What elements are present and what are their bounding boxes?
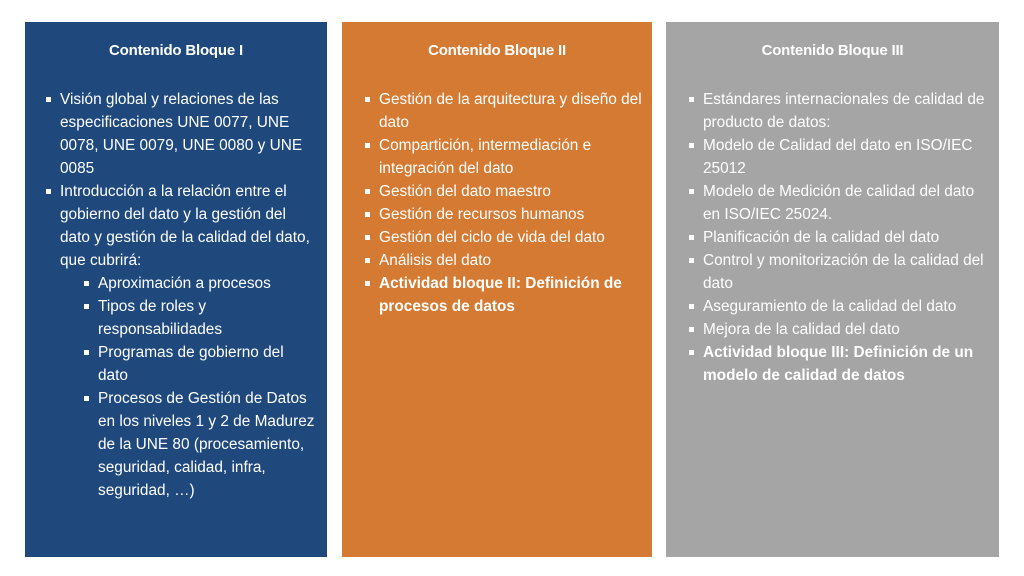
- block-1-list: [45, 88, 317, 502]
- square-bullet-icon: [689, 258, 694, 263]
- square-bullet-icon: [365, 281, 370, 286]
- list-item: Mejora de la calidad del dato: [688, 318, 995, 341]
- list-item: Introducción a la relación entre el gobierno del dato y la gestión del dato y gestión de la calidad del dato, que cubrirá:: [45, 180, 317, 272]
- list-item: Visión global y relaciones de las especificaciones UNE 0077, UNE 0078, UNE 0079, UNE 0080 y UNE 0085: [45, 88, 317, 180]
- square-bullet-icon: [689, 327, 694, 332]
- sub-list-item: Programas de gobierno del dato: [83, 341, 317, 387]
- activity-list-item: Actividad bloque III: Definición de un modelo de calidad de datos: [688, 341, 995, 387]
- sub-list-item: Tipos de roles y responsabilidades: [83, 295, 317, 341]
- square-bullet-icon: [84, 304, 89, 309]
- square-bullet-icon: [46, 189, 51, 194]
- block-3-panel: [666, 22, 999, 557]
- square-bullet-icon: [689, 304, 694, 309]
- square-bullet-icon: [84, 281, 89, 286]
- list-item: Gestión de la arquitectura y diseño del dato: [364, 88, 644, 134]
- block-2-title: Contenido Bloque II: [428, 42, 566, 59]
- square-bullet-icon: [84, 396, 89, 401]
- block-1-title: Contenido Bloque I: [109, 42, 243, 59]
- square-bullet-icon: [365, 97, 370, 102]
- square-bullet-icon: [365, 189, 370, 194]
- list-item: Compartición, intermediación e integración del dato: [364, 134, 644, 180]
- square-bullet-icon: [689, 350, 694, 355]
- square-bullet-icon: [689, 235, 694, 240]
- list-item: Aseguramiento de la calidad del dato: [688, 295, 995, 318]
- block-3-title: Contenido Bloque III: [761, 42, 904, 59]
- square-bullet-icon: [365, 235, 370, 240]
- square-bullet-icon: [689, 143, 694, 148]
- block-1-panel: [25, 22, 327, 557]
- activity-list-item: Actividad bloque II: Definición de procesos de datos: [364, 272, 644, 318]
- list-item: Estándares internacionales de calidad de producto de datos:: [688, 88, 995, 134]
- list-item: Análisis del dato: [364, 249, 644, 272]
- sub-list-item: Aproximación a procesos: [83, 272, 317, 295]
- block-2-list: [364, 88, 644, 318]
- list-item: Gestión del ciclo de vida del dato: [364, 226, 644, 249]
- square-bullet-icon: [689, 97, 694, 102]
- square-bullet-icon: [365, 212, 370, 217]
- square-bullet-icon: [365, 258, 370, 263]
- square-bullet-icon: [365, 143, 370, 148]
- list-item: Gestión del dato maestro: [364, 180, 644, 203]
- list-item: Gestión de recursos humanos: [364, 203, 644, 226]
- list-item: Planificación de la calidad del dato: [688, 226, 995, 249]
- sub-list-item: Procesos de Gestión de Datos en los niveles 1 y 2 de Madurez de la UNE 80 (procesamiento, seguridad, calidad, infra, seguridad, …): [83, 387, 317, 502]
- list-item: Control y monitorización de la calidad del dato: [688, 249, 995, 295]
- square-bullet-icon: [689, 189, 694, 194]
- list-item: Modelo de Medición de calidad del dato en ISO/IEC 25024.: [688, 180, 995, 226]
- square-bullet-icon: [84, 350, 89, 355]
- block-2-panel: [342, 22, 652, 557]
- square-bullet-icon: [46, 97, 51, 102]
- list-item: Modelo de Calidad del dato en ISO/IEC 25012: [688, 134, 995, 180]
- block-3-list: [688, 88, 995, 387]
